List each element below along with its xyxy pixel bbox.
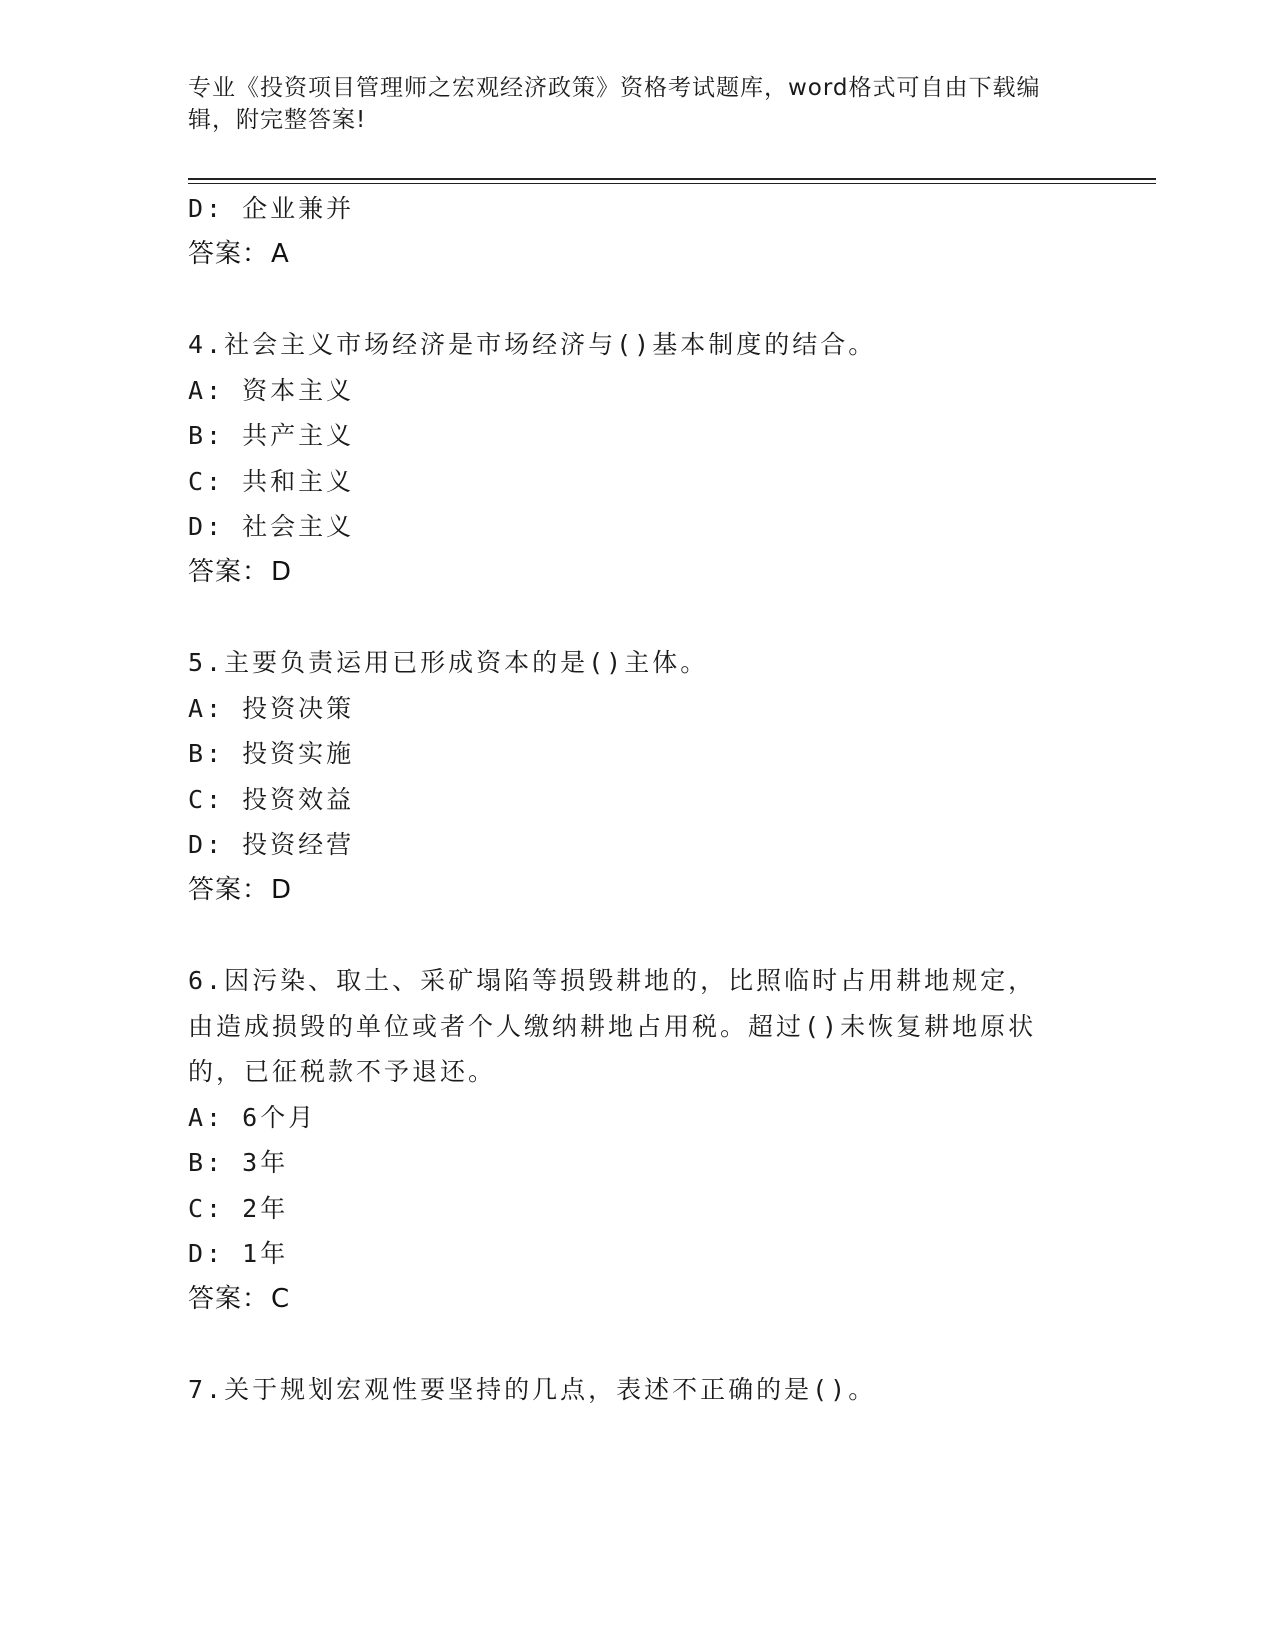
answer-line	[188, 232, 1088, 278]
answer-line	[188, 868, 1088, 914]
header-divider	[188, 178, 1156, 180]
option-d: D: 社会主义	[188, 512, 355, 541]
answer-value: A	[271, 238, 290, 269]
answer-value: C	[271, 1283, 291, 1314]
question-text-line-1: 6.因污染、取土、采矿塌陷等损毁耕地的，比照临时占用耕地规定，	[188, 966, 1037, 995]
spacer	[188, 913, 1088, 958]
answer-label: 答案：	[188, 238, 270, 269]
answer-label: 答案：	[188, 874, 270, 905]
header-divider-thin	[188, 183, 1156, 184]
question-text-line-2: 由造成损毁的单位或者个人缴纳耕地占用税。超过()未恢复耕地原状	[188, 1011, 1037, 1041]
spacer	[188, 1322, 1088, 1367]
question-text-line-3: 的，已征税款不予退还。	[188, 1057, 497, 1086]
spacer	[188, 595, 1088, 640]
question-text: 7.关于规划宏观性要坚持的几点，表述不正确的是()。	[188, 1375, 877, 1404]
spacer	[188, 277, 1088, 322]
option-d: D: 1年	[188, 1239, 289, 1268]
question-list	[188, 186, 1088, 1413]
option-b: B: 投资实施	[188, 739, 355, 768]
option-c: C: 2年	[188, 1193, 289, 1223]
option-b: B: 3年	[188, 1148, 289, 1177]
question-block	[188, 958, 1088, 1322]
answer-label: 答案：	[188, 1283, 270, 1314]
question-block	[188, 1367, 1088, 1413]
answer-line	[188, 1277, 1088, 1323]
question-text: 4.社会主义市场经济是市场经济与()基本制度的结合。	[188, 330, 877, 359]
option-b: B: 共产主义	[188, 421, 355, 450]
question-block	[188, 640, 1088, 913]
option-c: C: 投资效益	[188, 784, 355, 814]
option-c: C: 共和主义	[188, 466, 355, 496]
option-a: A: 投资决策	[188, 693, 355, 723]
question-block	[188, 322, 1088, 595]
option-d: D: 企业兼并	[188, 194, 355, 223]
question-text: 5.主要负责运用已形成资本的是()主体。	[188, 648, 709, 677]
answer-line	[188, 550, 1088, 596]
document-header: 专业《投资项目管理师之宏观经济政策》资格考试题库，word格式可自由下载编辑，附完整答案!	[188, 75, 1041, 133]
answer-label: 答案：	[188, 556, 270, 587]
answer-value: D	[271, 874, 293, 905]
option-a: A: 6个月	[188, 1102, 317, 1132]
option-d: D: 投资经营	[188, 830, 355, 859]
answer-value: D	[271, 556, 293, 587]
option-a: A: 资本主义	[188, 375, 355, 405]
